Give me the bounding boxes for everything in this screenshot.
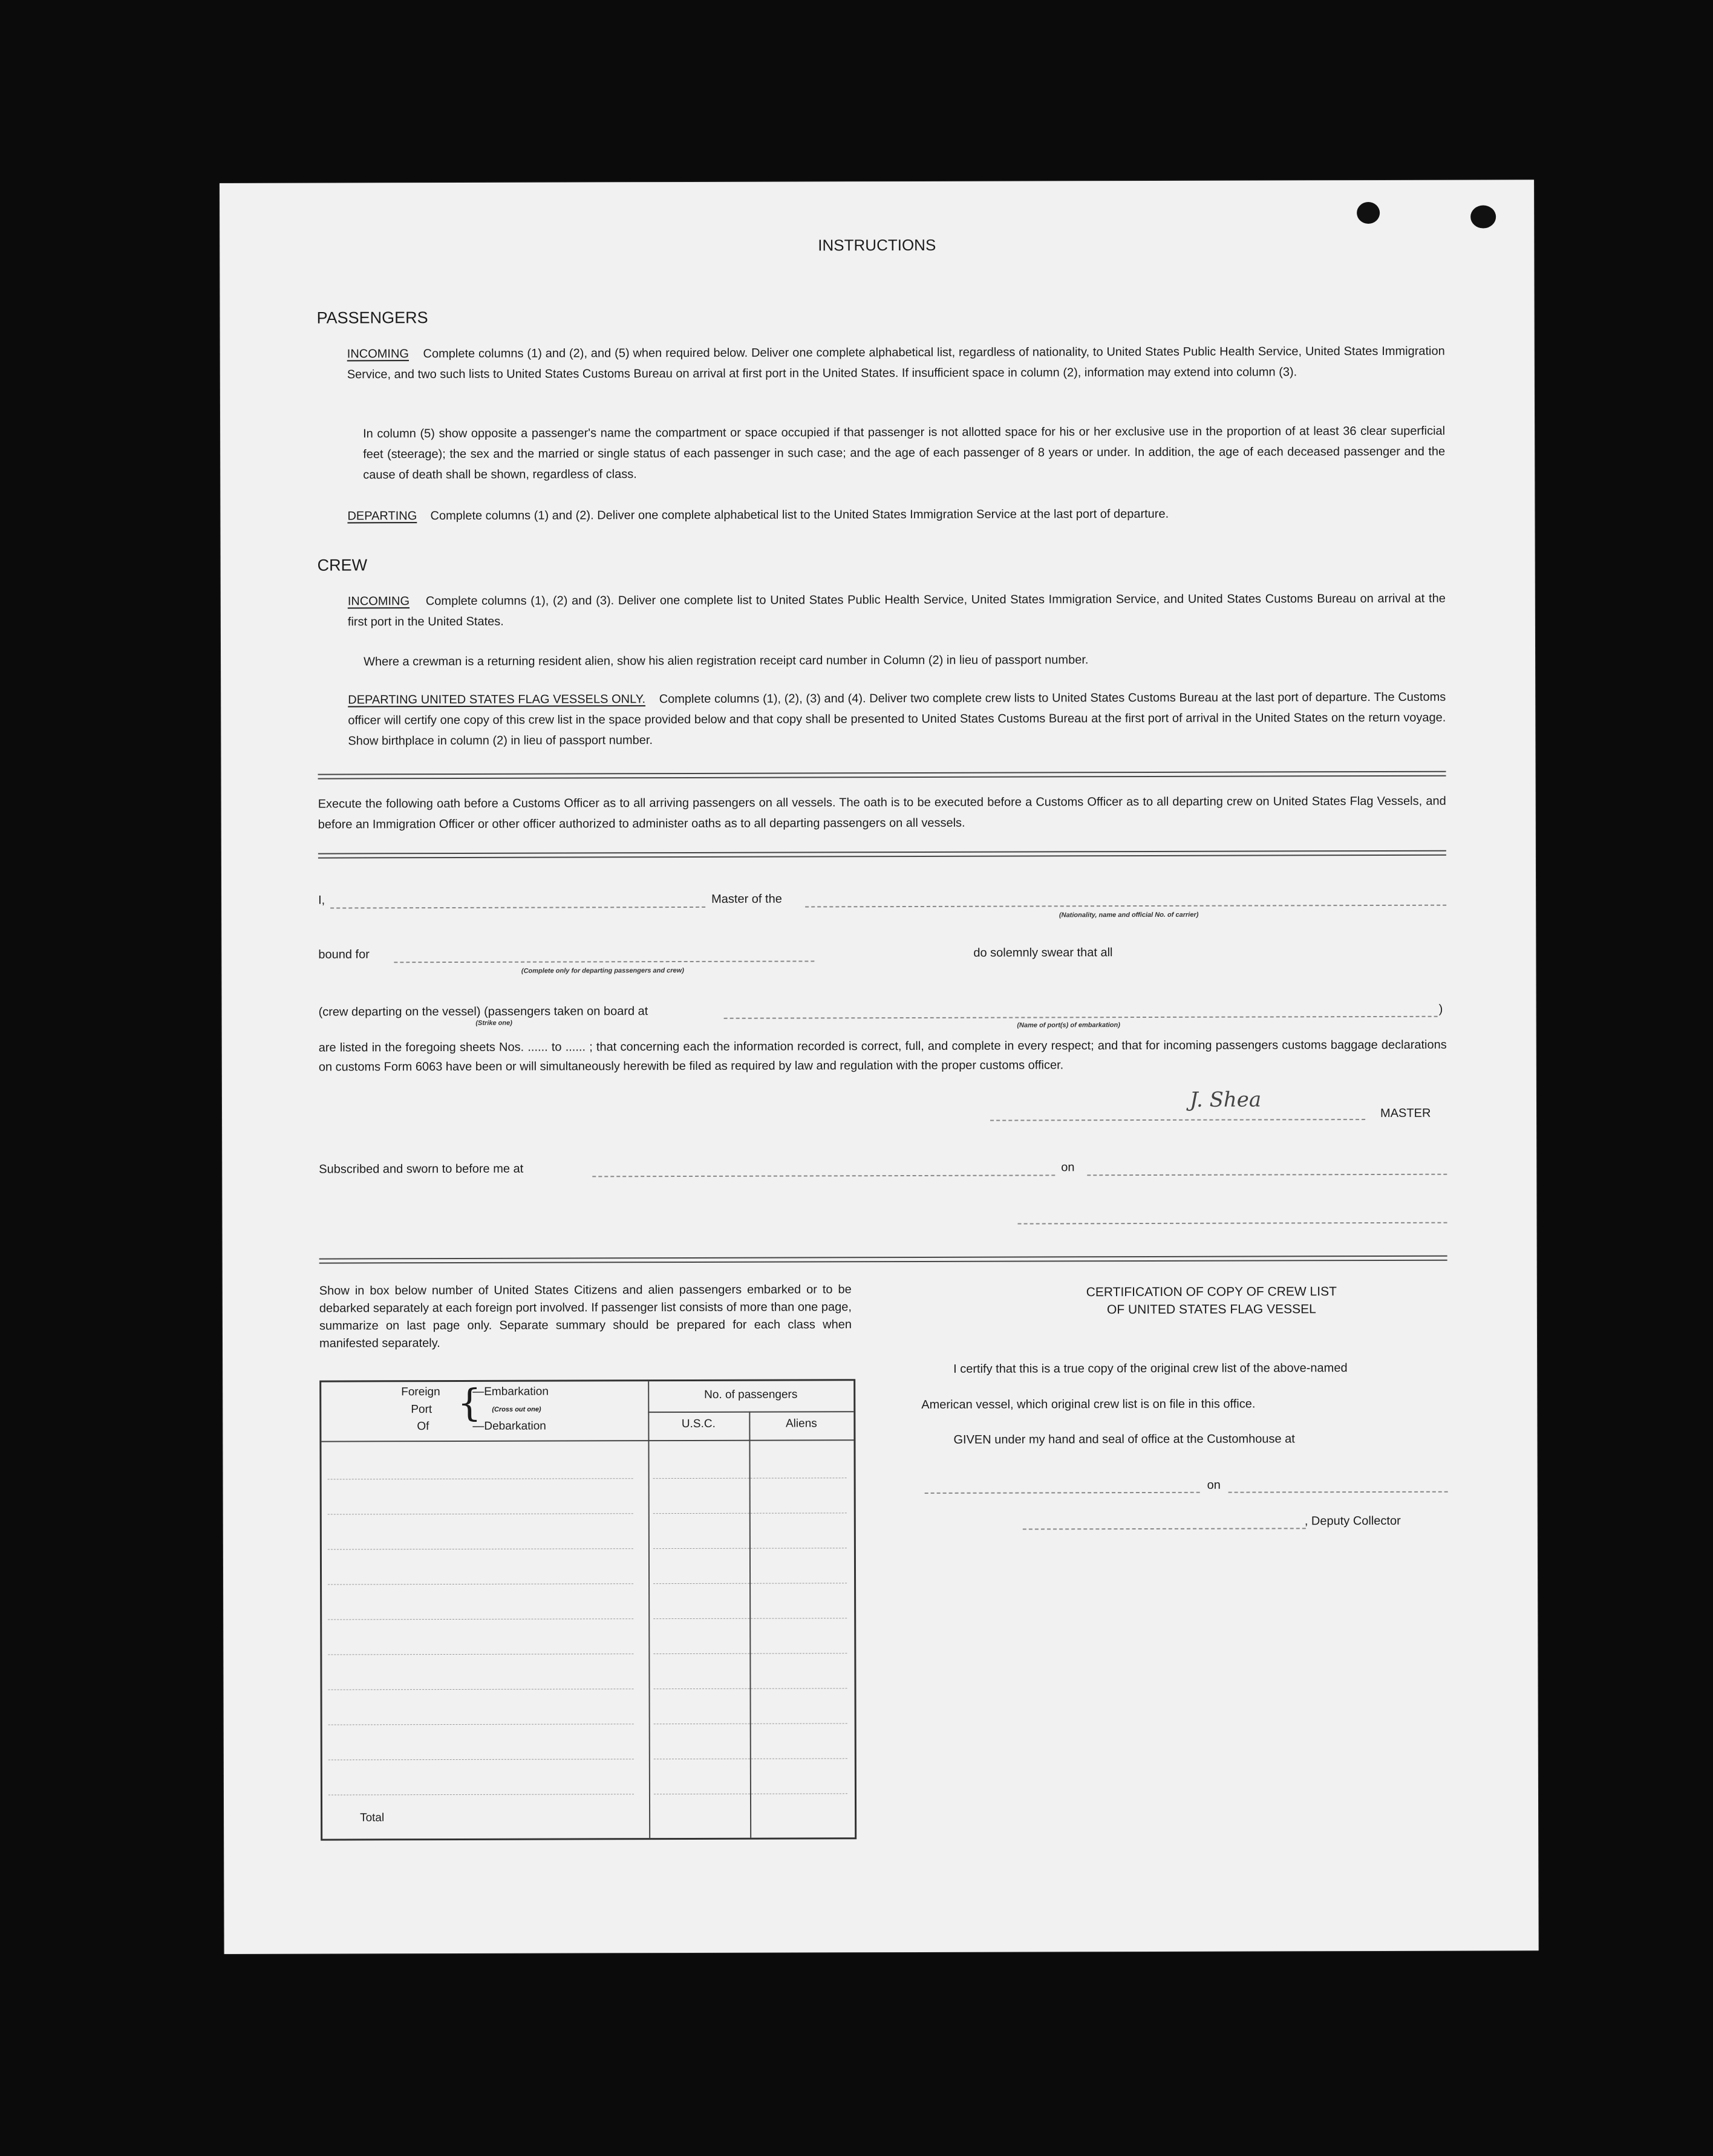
divider (318, 850, 1446, 859)
port-embarkation-field[interactable] (724, 1016, 1438, 1019)
crew-incoming-label: INCOMING (347, 594, 410, 608)
departing-text: Complete columns (1) and (2). Deliver one complete alphabetical list to the United States Immigration Service at the last port of departure. (430, 507, 1169, 523)
column5-paragraph: In column (5) show opposite a passenger's name the compartment or space occupied if that passenger is not allotted space for his or her exclusive use in the proportion of at least 36 clear superficial feet (steerage); the sex and the married or single status of each passenger in such case; and the age of each passenger of 8 years or under. In addition, the age of each deceased passenger and the cause of death shall be shown, regardless of class. (363, 424, 1446, 482)
oath-instructions: Execute the following oath before a Customs Officer as to all arriving passengers on all vessels. The oath is to be executed before a Customs Officer as to all departing crew on United States Flag Vessels, and before an Immigration Officer or other officer authorized to administer oaths as to all departing passengers on all vessels. (318, 794, 1446, 832)
incoming-text: Complete columns (1) and (2), and (5) when required below. Deliver one complete alphabetical list, regardless of nationality, to United States Public Health Service, United States Immigration Service, and two such lists to United States Customs Bureau on arrival at first port in the United States. If insufficient space in column (2), information may extend into column (3). (347, 344, 1445, 382)
bound-for-label: bound for (318, 948, 370, 962)
certify-on-label: on (1207, 1478, 1221, 1492)
embarkation-label: —Embarkation (472, 1385, 549, 1398)
port-entry-row[interactable] (328, 1759, 634, 1760)
carrier-note: (Nationality, name and official No. of carrier) (1059, 911, 1199, 919)
flag-vessels-label: DEPARTING UNITED STATES FLAG VESSELS ONLY. (348, 692, 646, 707)
crew-incoming-paragraph (348, 588, 1446, 633)
box-divider (749, 1412, 751, 1838)
port-entry-row[interactable] (328, 1618, 633, 1620)
officer-signature-field[interactable] (1018, 1222, 1447, 1225)
divider (318, 771, 1446, 780)
oath-i-label: I, (318, 893, 325, 907)
customhouse-place-field[interactable] (925, 1492, 1200, 1494)
certify-line-3: GIVEN under my hand and seal of office at the Customhouse at (953, 1432, 1295, 1447)
port-entry-row[interactable] (328, 1724, 634, 1725)
master-label: MASTER (1380, 1106, 1431, 1120)
carrier-field[interactable] (805, 905, 1446, 908)
master-signature-line[interactable] (990, 1119, 1365, 1121)
master-signature: J. Shea (1189, 1087, 1262, 1112)
cross-out-note: (Cross out one) (492, 1405, 541, 1413)
subscribed-place-field[interactable] (592, 1174, 1055, 1177)
foreign-label: Foreign (401, 1386, 440, 1399)
box-header-rule (321, 1439, 853, 1442)
resident-alien-paragraph: Where a crewman is a returning resident alien, show his alien registration receipt card number in Column (2) in lieu of passport number. (364, 653, 1089, 669)
subscribed-label: Subscribed and sworn to before me at (319, 1162, 524, 1176)
divider (319, 1255, 1447, 1264)
bound-for-note: (Complete only for departing passengers and crew) (521, 966, 684, 975)
passengers-incoming-paragraph (347, 341, 1445, 385)
passengers-departing-paragraph (347, 503, 1445, 527)
brace: { (457, 1380, 481, 1425)
deputy-signature-field[interactable] (1023, 1528, 1306, 1529)
port-entry-row[interactable] (328, 1794, 634, 1795)
crew-departing-label: (crew departing on the vessel) (passengers taken on board at (318, 1005, 648, 1019)
port-entry-row[interactable] (328, 1689, 634, 1690)
port-entry-row[interactable] (328, 1513, 633, 1514)
bound-for-field[interactable] (394, 960, 814, 963)
master-name-field[interactable] (330, 907, 705, 909)
certification-heading-2: OF UNITED STATES FLAG VESSEL (1106, 1302, 1316, 1317)
certify-line-2: American vessel, which original crew list is on file in this office. (921, 1397, 1256, 1412)
close-paren: ) (1438, 1002, 1443, 1016)
port-note: (Name of port(s) of embarkation) (1017, 1021, 1120, 1029)
port-entry-row[interactable] (328, 1583, 633, 1584)
deputy-collector-label: , Deputy Collector (1304, 1514, 1401, 1528)
listed-paragraph: are listed in the foregoing sheets Nos. ...... to ...... ; that concerning each the information recorded is correct, full, and complete in every respect; and that for incoming passengers customs baggage declarations on customs Form 6063 have been or will simultaneously herewith be filed as required by law and regulation with the proper customs officer. (318, 1038, 1447, 1074)
usc-header: U.S.C. (681, 1417, 716, 1431)
hole-mark (1470, 205, 1496, 228)
total-label: Total (360, 1811, 385, 1825)
certify-date-field[interactable] (1228, 1491, 1448, 1493)
aliens-header: Aliens (785, 1417, 817, 1430)
swear-label: do solemnly swear that all (973, 946, 1113, 960)
subscribed-date-field[interactable] (1087, 1174, 1447, 1176)
summary-instructions: Show in box below number of United States Citizens and alien passengers embarked or to be debarked separately at each foreign port involved. If passenger list consists of more than one page, summarize on last page only. Separate summary should be prepared for each class when manifested separately. (319, 1283, 852, 1350)
crew-heading: CREW (317, 556, 368, 575)
box-divider (648, 1411, 853, 1413)
certification-heading-1: CERTIFICATION OF COPY OF CREW LIST (1086, 1285, 1337, 1300)
box-divider (648, 1381, 650, 1838)
debarkation-label: —Debarkation (472, 1419, 546, 1433)
passenger-summary-box (319, 1379, 856, 1840)
port-entry-row[interactable] (328, 1653, 633, 1655)
port-entry-row[interactable] (328, 1478, 633, 1479)
form-page (220, 180, 1539, 1954)
of-label: Of (417, 1420, 429, 1433)
departing-label: DEPARTING (347, 509, 417, 523)
crew-incoming-text: Complete columns (1), (2) and (3). Deliver one complete list to United States Public Health Service, United States Immigration Service, and United States Customs Bureau on arrival at the first port in the United States. (347, 591, 1446, 629)
certify-line-1: I certify that this is a true copy of the original crew list of the above-named (953, 1361, 1348, 1376)
flag-vessels-text: Complete columns (1), (2), (3) and (4). Deliver two complete crew lists to United States Customs Bureau at the last port of departure. The Customs officer will certify one copy of this crew list in the space provided below and that copy shall be presented to United States Customs Bureau at the first port of arrival in the United States on the return voyage. Show birthplace in column (2) in lieu of passport number. (348, 690, 1446, 748)
crew-flag-paragraph (348, 687, 1446, 752)
incoming-label: INCOMING (347, 347, 409, 361)
port-entry-row[interactable] (328, 1548, 633, 1549)
port-label: Port (411, 1403, 432, 1416)
subscribed-on-label: on (1061, 1161, 1075, 1174)
strike-note: (Strike one) (475, 1019, 512, 1027)
hole-mark (1357, 202, 1380, 224)
passengers-heading: PASSENGERS (316, 308, 428, 327)
page-title: INSTRUCTIONS (818, 235, 936, 255)
master-of-the-label: Master of the (711, 892, 782, 906)
no-passengers-header: No. of passengers (704, 1388, 798, 1401)
